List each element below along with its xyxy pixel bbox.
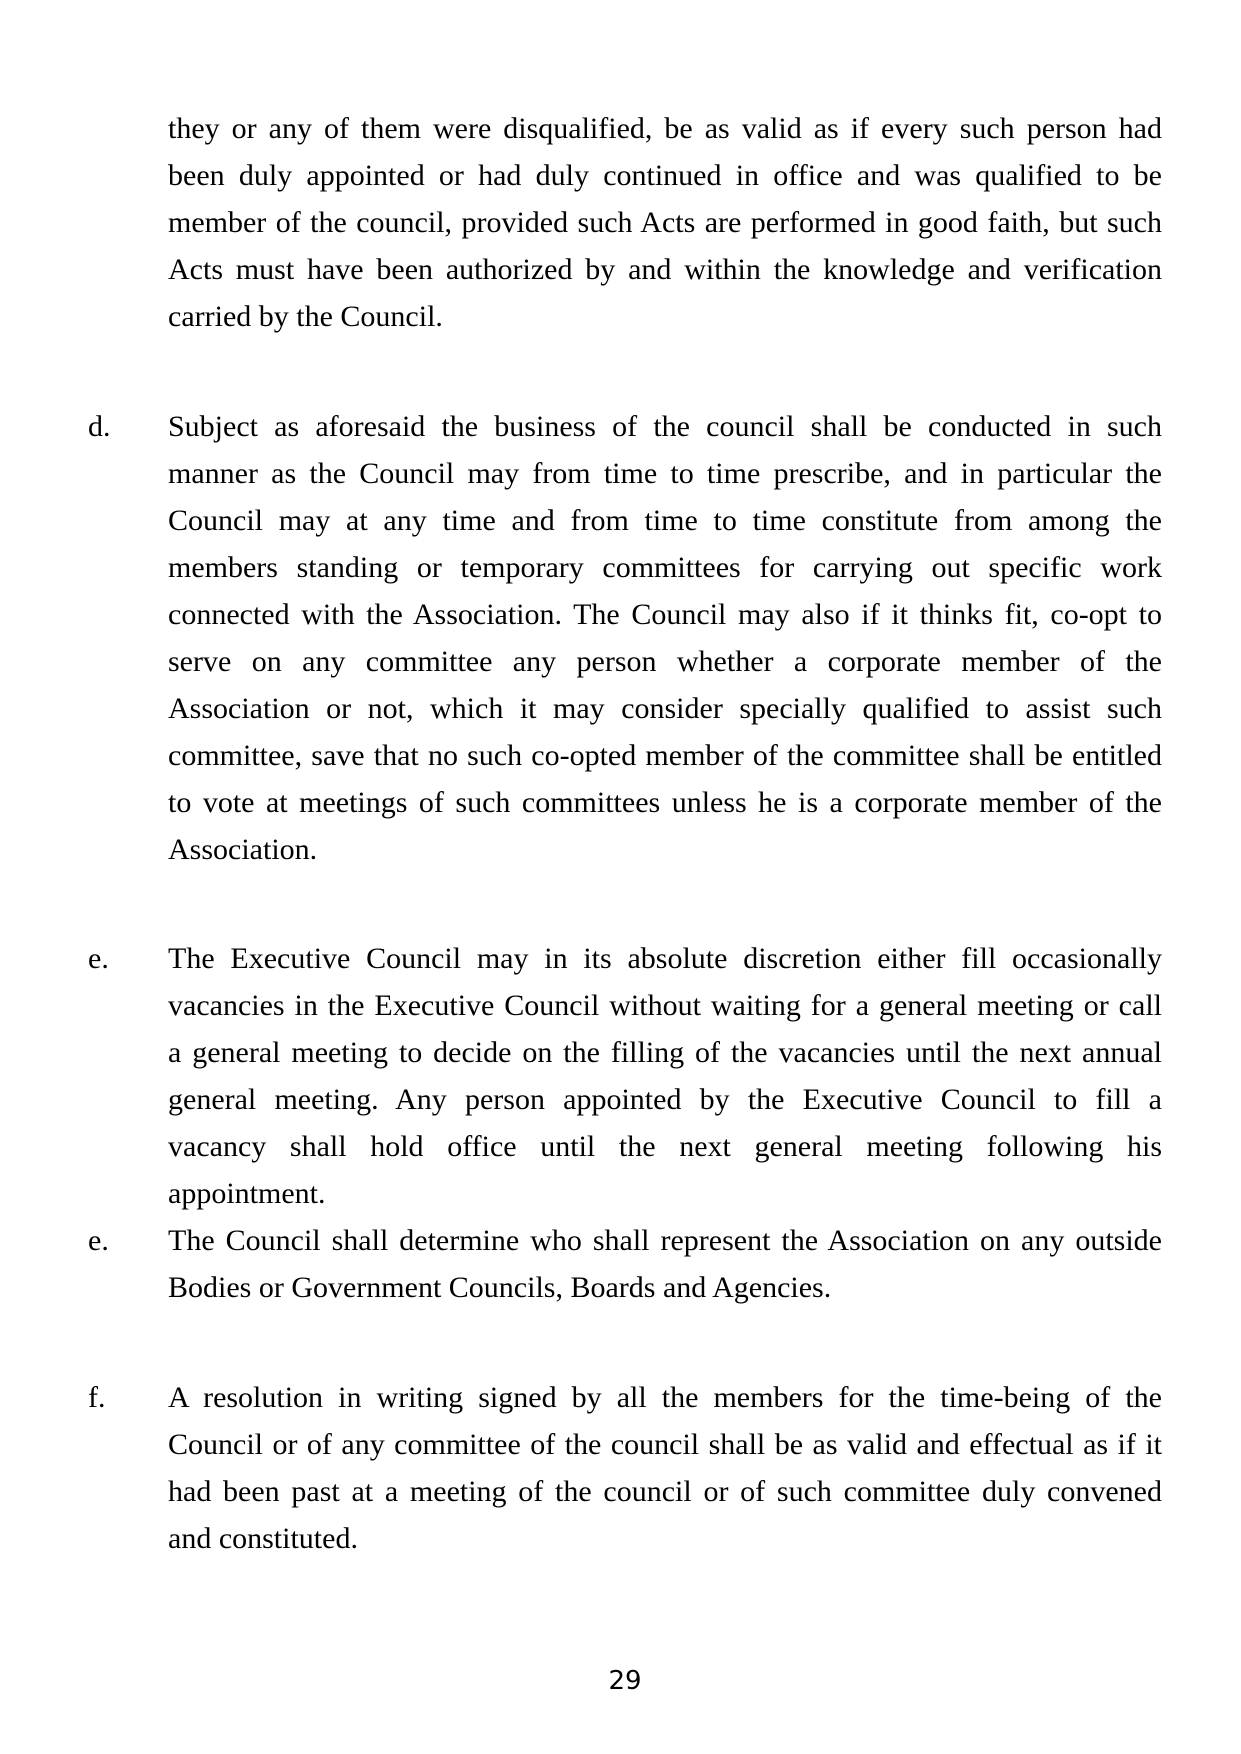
text-line: had been past at a meeting of the council or of such committee duly convened: [168, 1474, 1162, 1508]
clause-label: e.: [88, 942, 109, 975]
text-line: members standing or temporary committees for carrying out specific work: [168, 550, 1162, 584]
page-footer: [88, 1666, 1162, 1696]
text-line: vacancies in the Executive Council without waiting for a general meeting or call: [168, 989, 1162, 1022]
text-line: a general meeting to decide on the filling of the vacancies until the next annual: [168, 1036, 1162, 1069]
text-line: been duly appointed or had duly continued in office and was qualified to be: [168, 159, 1162, 192]
text-line: The Executive Council may in its absolute discretion either fill occasionally: [168, 942, 1162, 975]
text-line: Bodies or Government Councils, Boards and Agencies.: [168, 1271, 832, 1304]
clause-text: [168, 105, 1162, 340]
text-line: A resolution in writing signed by all the members for the time-being of the: [168, 1380, 1162, 1414]
clause-label: f.: [88, 1380, 106, 1414]
clause-text: [168, 1217, 1162, 1311]
text-line: general meeting. Any person appointed by the Executive Council to fill a: [168, 1083, 1162, 1116]
text-line: they or any of them were disqualified, be as valid as if every such person had: [168, 112, 1162, 145]
clause-text: [168, 403, 1162, 873]
text-line: Association or not, which it may consider specially qualified to assist such: [168, 691, 1162, 725]
text-line: Council may at any time and from time to time constitute from among the: [168, 503, 1162, 537]
text-line: member of the council, provided such Acts are performed in good faith, but such: [168, 206, 1162, 239]
continuation-paragraph: [88, 105, 1162, 340]
text-line: connected with the Association. The Council may also if it thinks fit, co-opt to: [168, 597, 1162, 631]
clause-paragraph-d-1: [88, 403, 1162, 873]
text-line: vacancy shall hold office until the next general meeting following his: [168, 1130, 1162, 1163]
clause-text: [168, 935, 1162, 1217]
text-line: manner as the Council may from time to time prescribe, and in particular the: [168, 456, 1162, 490]
document-body: [88, 105, 1162, 1562]
text-line: Acts must have been authorized by and within the knowledge and verification: [168, 253, 1162, 286]
text-line: committee, save that no such co-opted member of the committee shall be entitled: [168, 738, 1162, 772]
clause-text: [168, 1374, 1162, 1562]
text-line: The Council shall determine who shall represent the Association on any outside: [168, 1224, 1162, 1257]
text-line: Council or of any committee of the council shall be as valid and effectual as if it: [168, 1427, 1162, 1461]
clause-label: d.: [88, 409, 111, 443]
clause-paragraph-f-4: [88, 1374, 1162, 1562]
text-line: and constituted.: [168, 1521, 358, 1555]
text-line: serve on any committee any person whether a corporate member of the: [168, 644, 1162, 678]
clause-paragraph-e-3: [88, 1217, 1162, 1311]
text-line: appointment.: [168, 1177, 326, 1210]
clause-label: e.: [88, 1224, 109, 1257]
page-number: 29: [608, 1666, 642, 1696]
text-line: Subject as aforesaid the business of the council shall be conducted in such: [168, 409, 1162, 443]
text-line: carried by the Council.: [168, 300, 443, 333]
text-line: Association.: [168, 832, 318, 866]
clause-paragraph-e-2: [88, 935, 1162, 1217]
text-line: to vote at meetings of such committees unless he is a corporate member of the: [168, 785, 1162, 819]
